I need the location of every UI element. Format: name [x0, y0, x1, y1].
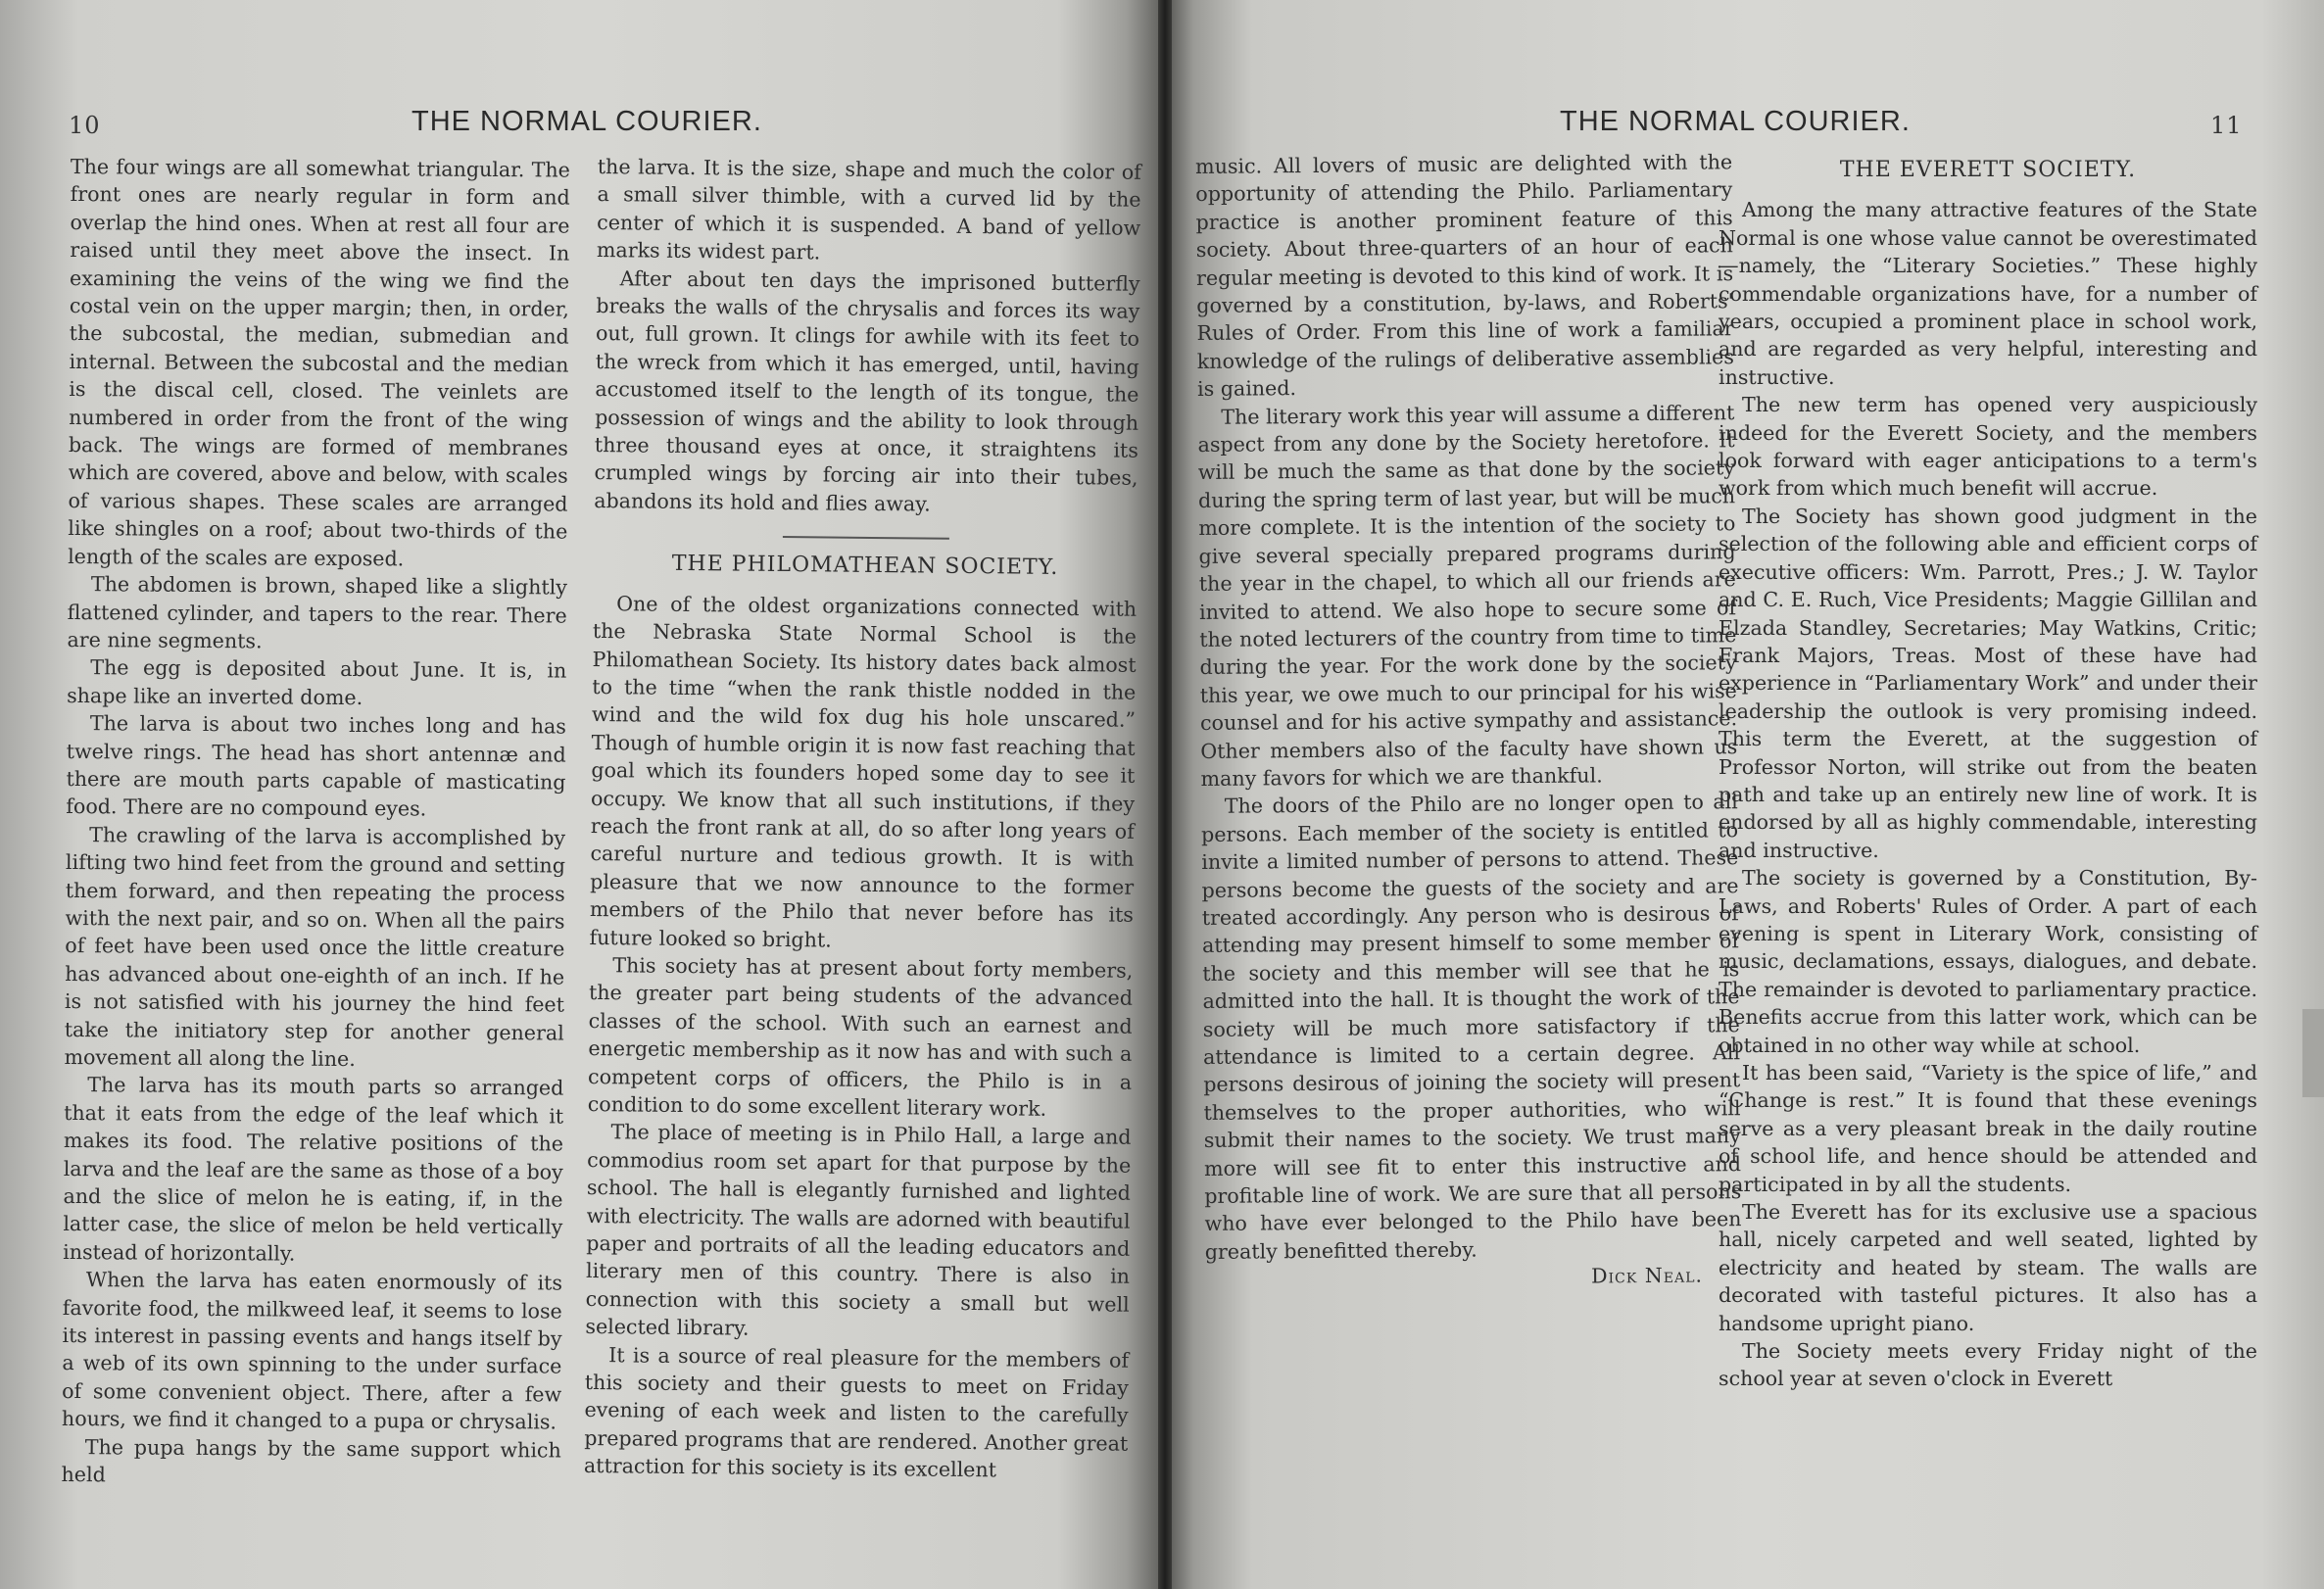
page-number: 10 — [69, 112, 101, 139]
paragraph: The new term has opened very auspiciously indeed for the Everett Society, and the members look forward with eager anticipations to a term's work from which much benefit will accrue. — [1719, 393, 2257, 501]
right-page — [1164, 0, 2324, 1589]
paragraph: The four wings are all somewhat triangular. The front ones are nearly regular in form and overlap the hind ones. When at rest all four are raised until they meet above the insect. In examining the veins of the wing we find the costal vein on the upper margin; then, in order, the subcostal, the median, submedian and internal. Between the subcostal and the median is the discal cell, closed. The veinlets are numbered in order from the front of the wing back. The wings are formed of membranes which are covered, above and below, with scales of various shapes. These scales are arranged like shingles on a roof; about two-thirds of the length of the scales are exposed. — [68, 154, 570, 571]
paragraph: the larva. It is the size, shape and much the color of a small silver thimble, with a curved lid by the center of which it is suspended. A band of yellow marks its widest part. — [596, 154, 1141, 265]
paragraph: The crawling of the larva is accomplished by lifting two hind feet from the ground and setting them forward, and then repeating the process with the next pair, and so on. When all the pairs of feet have been used once the little creature has advanced about one-eighth of an inch. If he is not satisfied with his journey the hind feet take the initiatory step for another general movement all along the line. — [64, 822, 566, 1072]
book-gutter — [1158, 0, 1172, 1589]
running-head: THE NORMAL COURIER. — [1560, 106, 1911, 137]
paragraph: The larva has its mouth parts so arranged that it eats from the edge of the leaf which it makes its food. The relative positions of the larva and the leaf are the same as those of a boy and the slice of melon he is eating, if, in the latter case, the slice of melon be held vertically instead of horizontally. — [63, 1073, 564, 1266]
paragraph: The place of meeting is in Philo Hall, a large and commodius room set apart for that purpose by the school. The hall is elegantly furnished and lighted with electricity. The walls are adorned with beautiful paper and portraits of all the leading educators and literary men of this country. There is also in connection with this society a small but well selected library. — [585, 1120, 1132, 1340]
paragraph: It is a source of real pleasure for the members of this society and their guests to meet on Friday evening of each week and listen to the carefully prepared programs that are rendered. Another great attraction for this society is its excellent — [583, 1342, 1130, 1482]
paragraph: The Society has shown good judgment in the selection of the following able and efficient corps of executive officers: Wm. Parrott, Pres.; J. W. Taylor and C. E. Ruch, Vice Presidents; Maggie Gillilan and Elzada Standley, Secretaries; May Watkins, Critic; Frank Majors, Treas. Most of these have had experience in “Parliamentary Work” and under their leadership the outlook is very promising indeed. This term the Everett, at the suggestion of Professor Norton, will strike out from the beaten path and take up an entirely new line of work. It is endorsed by all as highly commendable, interesting and instructive. — [1719, 504, 2257, 862]
section-heading: THE PHILOMATHEAN SOCIETY. — [671, 552, 1059, 581]
running-head: THE NORMAL COURIER. — [412, 106, 762, 137]
left-column-2 — [584, 153, 1141, 1485]
paragraph: The Everett has for its exclusive use a spacious hall, nicely carpeted and well seated, lighted by electricity and heated by steam. The walls are decorated with tasteful pictures. It also has a handsome upright piano. — [1719, 1200, 2257, 1335]
paragraph: music. All lovers of music are delighted with the opportunity of attending the Philo. Parliamentary practice is another prominent feature of this society. About three-quarters of an hour of each regular meeting is devoted to this kind of work. It is governed by a constitution, by-laws, and Roberts' Rules of Order. From this line of work a familiar knowledge of the rulings of deliberative assemblies is gained. — [1195, 150, 1734, 402]
paragraph: After about ten days the imprisoned butterfly breaks the walls of the chrysalis and forces its way out, full grown. It clings for awhile with its feet to the wreck from which it has emerged, until, having accustomed itself to the length of its tongue, the possession of wings and the ability to look through three thousand eyes at once, it straightens its crumpled wings by forcing air into their tubes, abandons its hold and flies away. — [594, 265, 1140, 516]
section-heading: THE EVERETT SOCIETY. — [1839, 158, 2137, 182]
left-column-1 — [61, 153, 570, 1492]
author-signature: Dick Neal. — [1590, 1263, 1704, 1288]
paragraph: The doors of the Philo are no longer open to all persons. Each member of the society is entitled to invite a limited number of persons to attend. These persons become the guests of the society and are treated accordingly. Any person who is desirous of attending may present himself to some member of the society and this member will see that he is admitted into the hall. It is thought the work of the society will be much more satisfactory if the attendance is limited to a certain degree. All persons desirous of joining the society will present themselves to the proper authorities, who will submit their names to the society. We trust many more will see fit to enter this instructive and profitable line of work. We are sure that all persons who have ever belonged to the Philo have been greatly benefitted thereby. — [1200, 790, 1742, 1264]
paragraph: The egg is deposited about June. It is, in shape like an inverted dome. — [67, 655, 567, 709]
paragraph: The pupa hangs by the same support which held — [61, 1434, 561, 1487]
paragraph: The society is governed by a Constitution, By-Laws, and Roberts' Rules of Order. A part of each evening is spent in Literary Work, consisting of music, declamations, essays, dialogues, and debate. The remainder is devoted to parliamentary practice. Benefits accrue from this latter work, which can be obtained in no other way while at school. — [1719, 866, 2257, 1057]
paragraph: The Society meets every Friday night of the school year at seven o'clock in Everett — [1719, 1339, 2257, 1391]
paragraph: It has been said, “Variety is the spice of life,” and “Change is rest.” It is found that these evenings serve as a very pleasant break in the daily routine of school life, and hence should be attended and participated in by all the students. — [1719, 1061, 2257, 1196]
paragraph: When the larva has eaten enormously of its favorite food, the milkweed leaf, it seems to lose its interest in passing events and hangs itself by a web of its own spinning to the under surface of some convenient object. There, after a few hours, we find it changed to a pupa or chrysalis. — [61, 1268, 563, 1434]
paragraph: One of the oldest organizations connected with the Nebraska State Normal School is the Philomathean Society. Its history dates back almost to the time “when the rank thistle nodded in the wind and the wild fox dug his hole unscared.” Though of humble origin it is now fast reaching that goal which its founders hoped some day to see it occupy. We know that all such institutions, if they reach the front rank at all, do so after long years of careful nurture and tedious growth. It is with pleasure that we now announce to the former members of the Philo that never before has its future looked so bright. — [589, 591, 1138, 952]
page-edge-mark — [2302, 1009, 2324, 1097]
paragraph: Among the many attractive features of the State Normal is one whose value cannot be overestimated—namely, the “Literary Societies.” These highly commendable organizations have, for a number of years, occupied a prominent place in school work, and are regarded as very helpful, interesting and instructive. — [1719, 198, 2257, 389]
page-number: 11 — [2210, 112, 2243, 139]
paragraph: This society has at present about forty members, the greater part being students of the advanced classes of the school. With such an earnest and energetic membership as it now has and with such a competent corps of officers, the Philo is in a condition to do some excellent literary work. — [587, 953, 1134, 1121]
paragraph: The literary work this year will assume a different aspect from any done by the Society heretofore. It will be much the same as that done by the society during the spring term of last year, but will be much more complete. It is the intention of the society to give several specially prepared programs during the year in the chapel, to which all our friends are invited to attend. We also hope to secure some of the noted lecturers of the country from time to time during the year. For the work done by the society this year, we owe much to our principal for his wise counsel and for his active sympathy and assistance. Other members also of the faculty have shown us many favors for which we are thankful. — [1197, 400, 1738, 791]
right-column-2 — [1719, 157, 2257, 1393]
paragraph: The larva is about two inches long and has twelve rings. The head has short antennæ and there are mouth parts capable of masticating food. There are no compound eyes. — [66, 711, 567, 821]
right-column-1 — [1195, 148, 1742, 1293]
section-divider — [782, 536, 948, 540]
paragraph: The abdomen is brown, shaped like a slightly flattened cylinder, and tapers to the rear. There are nine segments. — [67, 572, 567, 653]
